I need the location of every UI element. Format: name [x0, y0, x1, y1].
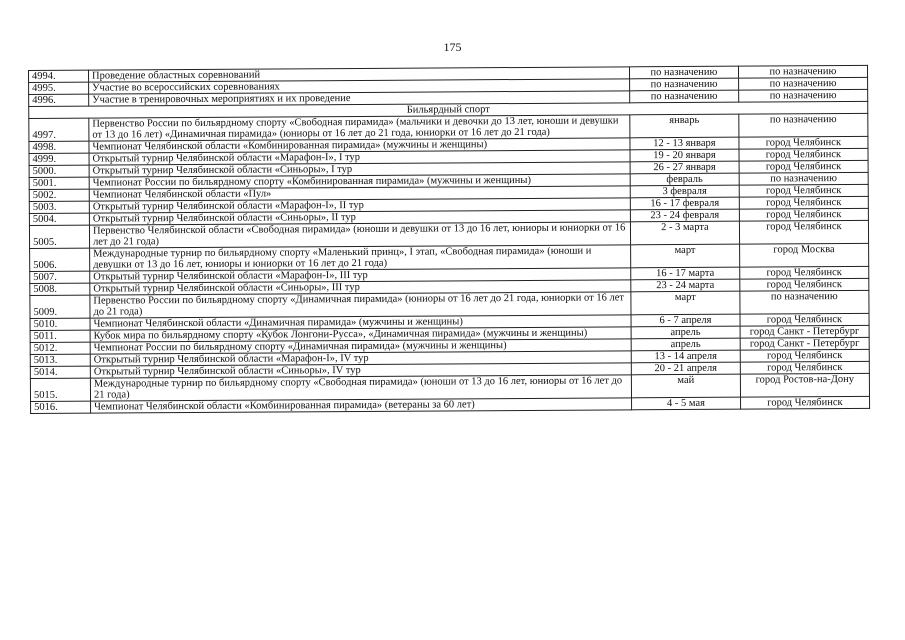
row-number: 5011. — [30, 330, 90, 342]
event-date: 16 - 17 февраля — [630, 197, 739, 210]
row-number: 5010. — [30, 318, 90, 330]
event-date: 13 - 14 апреля — [631, 350, 740, 363]
row-number: 5004. — [29, 213, 89, 225]
event-name: Чемпионат Челябинской области «Комбинированная пирамида» (мужчины и женщины) — [89, 138, 630, 153]
event-date: по назначению — [630, 66, 739, 79]
event-name: Проведение областных соревнований — [89, 67, 630, 82]
row-number: 4994. — [29, 70, 89, 82]
event-date: 12 - 13 января — [630, 137, 739, 150]
event-name: Открытый турнир Челябинской области «Марафон-I», III тур — [90, 268, 631, 283]
event-name: Участие в тренировочных мероприятиях и их проведение — [89, 91, 630, 106]
row-number: 5013. — [30, 354, 90, 366]
event-name: Открытый турнир Челябинской области «Синьоры», I тур — [89, 162, 630, 177]
event-name: Кубок мира по бильярдному спорту «Кубок Лонгони-Русса», «Динамичная пирамида» (мужчины и женщины) — [90, 327, 631, 342]
event-place: город Челябинск — [739, 184, 868, 197]
event-name: Открытый турнир Челябинской области «Марафон-I», IV тур — [90, 351, 631, 366]
event-place: город Челябинск — [739, 220, 868, 244]
event-date: апрель — [631, 338, 740, 351]
event-name: Открытый турнир Челябинской области «Марафон-I», II тур — [89, 198, 630, 213]
row-number: 4996. — [29, 94, 89, 106]
row-number: 5005. — [29, 225, 89, 248]
event-date: 16 - 17 марта — [631, 267, 740, 280]
event-place: по назначению — [740, 290, 869, 314]
event-place: город Челябинск — [740, 361, 869, 374]
event-place: город Челябинск — [740, 266, 869, 279]
event-place: по назначению — [739, 172, 868, 185]
event-name: Чемпионат Челябинской области «Комбинированная пирамида» (ветераны за 60 лет) — [91, 398, 632, 413]
event-name: Открытый турнир Челябинской области «Марафон-I», I тур — [89, 150, 630, 165]
row-number: 5015. — [30, 378, 90, 401]
event-name: Первенство Челябинской области «Свободная пирамида» (юноши и девушки от 13 до 16 лет, юниоры и юниорки от 16 лет до 21 года) — [89, 222, 630, 248]
event-date: 4 - 5 мая — [632, 397, 741, 410]
row-number: 5014. — [30, 366, 90, 378]
event-place: город Челябинск — [739, 208, 868, 221]
event-date: январь — [630, 114, 739, 138]
event-place: по назначению — [738, 65, 867, 78]
event-date: 2 - 3 марта — [630, 221, 739, 245]
event-name: Чемпионат России по бильярдному спорту «Комбинированная пирамида» (мужчины и женщины) — [89, 174, 630, 189]
event-name: Первенство России по бильярдному спорту «Свободная пирамида» (мальчики и девочки до 13 лет, юноши и девушки от 13 до 16 лет) «Динамичная пирамида» (юниоры от 16 лет до 21 года, юниорки от 16 лет до 21 года) — [89, 115, 630, 141]
event-date: апрель — [631, 326, 740, 339]
event-place: город Челябинск — [739, 160, 868, 173]
event-name: Чемпионат России по бильярдному спорту «Динамичная пирамида» (мужчины и женщины) — [90, 339, 631, 354]
event-date: 6 - 7 апреля — [631, 314, 740, 327]
event-place: город Челябинск — [740, 396, 869, 409]
row-number: 5007. — [30, 271, 90, 283]
row-number: 4995. — [29, 82, 89, 94]
event-place: город Санкт - Петербург — [740, 337, 869, 350]
event-date: март — [631, 244, 740, 268]
event-place: город Москва — [739, 243, 868, 267]
event-date: 26 - 27 января — [630, 161, 739, 174]
row-number: 4998. — [29, 141, 89, 153]
event-place: по назначению — [738, 89, 867, 102]
row-number: 5002. — [29, 189, 89, 201]
event-place: город Челябинск — [740, 349, 869, 362]
event-date: 19 - 20 января — [630, 149, 739, 162]
page-number: 175 — [443, 40, 462, 54]
event-place: по назначению — [739, 113, 868, 137]
event-name: Международные турнир по бильярдному спорту «Маленький принц», I этап, «Свободная пирамида» (юноши и девушки от 13 до 16 лет, юниоры и юниорки от 16 лет до 21 года) — [90, 245, 631, 271]
event-place: город Челябинск — [740, 278, 869, 291]
event-place: город Челябинск — [739, 136, 868, 149]
event-date: май — [631, 374, 740, 398]
event-name: Первенство России по бильярдному спорту «Динамичная пирамида» (юниоры от 16 лет до 21 года, юниорки от 16 лет до 21 года) — [90, 292, 631, 318]
event-place: город Ростов-на-Дону — [740, 373, 869, 397]
event-name: Открытый турнир Челябинской области «Синьоры», II тур — [89, 210, 630, 225]
row-number: 5009. — [30, 295, 90, 318]
event-place: город Челябинск — [739, 148, 868, 161]
row-number: 5000. — [29, 165, 89, 177]
event-date: по назначению — [630, 90, 739, 103]
event-name: Чемпионат Челябинской области «Динамичная пирамида» (мужчины и женщины) — [90, 315, 631, 330]
section-title: Бильярдный спорт — [29, 101, 868, 118]
event-name: Открытый турнир Челябинской области «Синьоры», III тур — [90, 280, 631, 295]
event-date: 3 февраля — [630, 185, 739, 198]
events-table — [28, 65, 870, 414]
row-number: 5003. — [29, 201, 89, 213]
row-number: 5016. — [31, 401, 91, 413]
event-date: февраль — [630, 173, 739, 186]
event-date: март — [631, 291, 740, 315]
row-number: 5012. — [30, 342, 90, 354]
event-name: Чемпионат Челябинской области «Пул» — [89, 186, 630, 201]
event-place: город Челябинск — [740, 313, 869, 326]
event-date: по назначению — [630, 78, 739, 91]
event-place: город Санкт - Петербург — [740, 325, 869, 338]
event-date: 23 - 24 марта — [631, 279, 740, 292]
row-number: 5001. — [29, 177, 89, 189]
event-place: город Челябинск — [739, 196, 868, 209]
row-number: 5006. — [30, 248, 90, 271]
event-name: Участие во всероссийских соревнованиях — [89, 79, 630, 94]
event-name: Открытый турнир Челябинской области «Синьоры», IV тур — [90, 363, 631, 378]
row-number: 4999. — [29, 153, 89, 165]
event-date: 20 - 21 апреля — [631, 362, 740, 375]
event-place: по назначению — [738, 77, 867, 90]
row-number: 5008. — [30, 283, 90, 295]
event-date: 23 - 24 февраля — [630, 209, 739, 222]
row-number: 4997. — [29, 118, 89, 141]
event-name: Международные турнир по бильярдному спорту «Свободная пирамида» (юноши от 13 до 16 лет, юниоры от 16 лет до 21 года) — [90, 375, 631, 401]
